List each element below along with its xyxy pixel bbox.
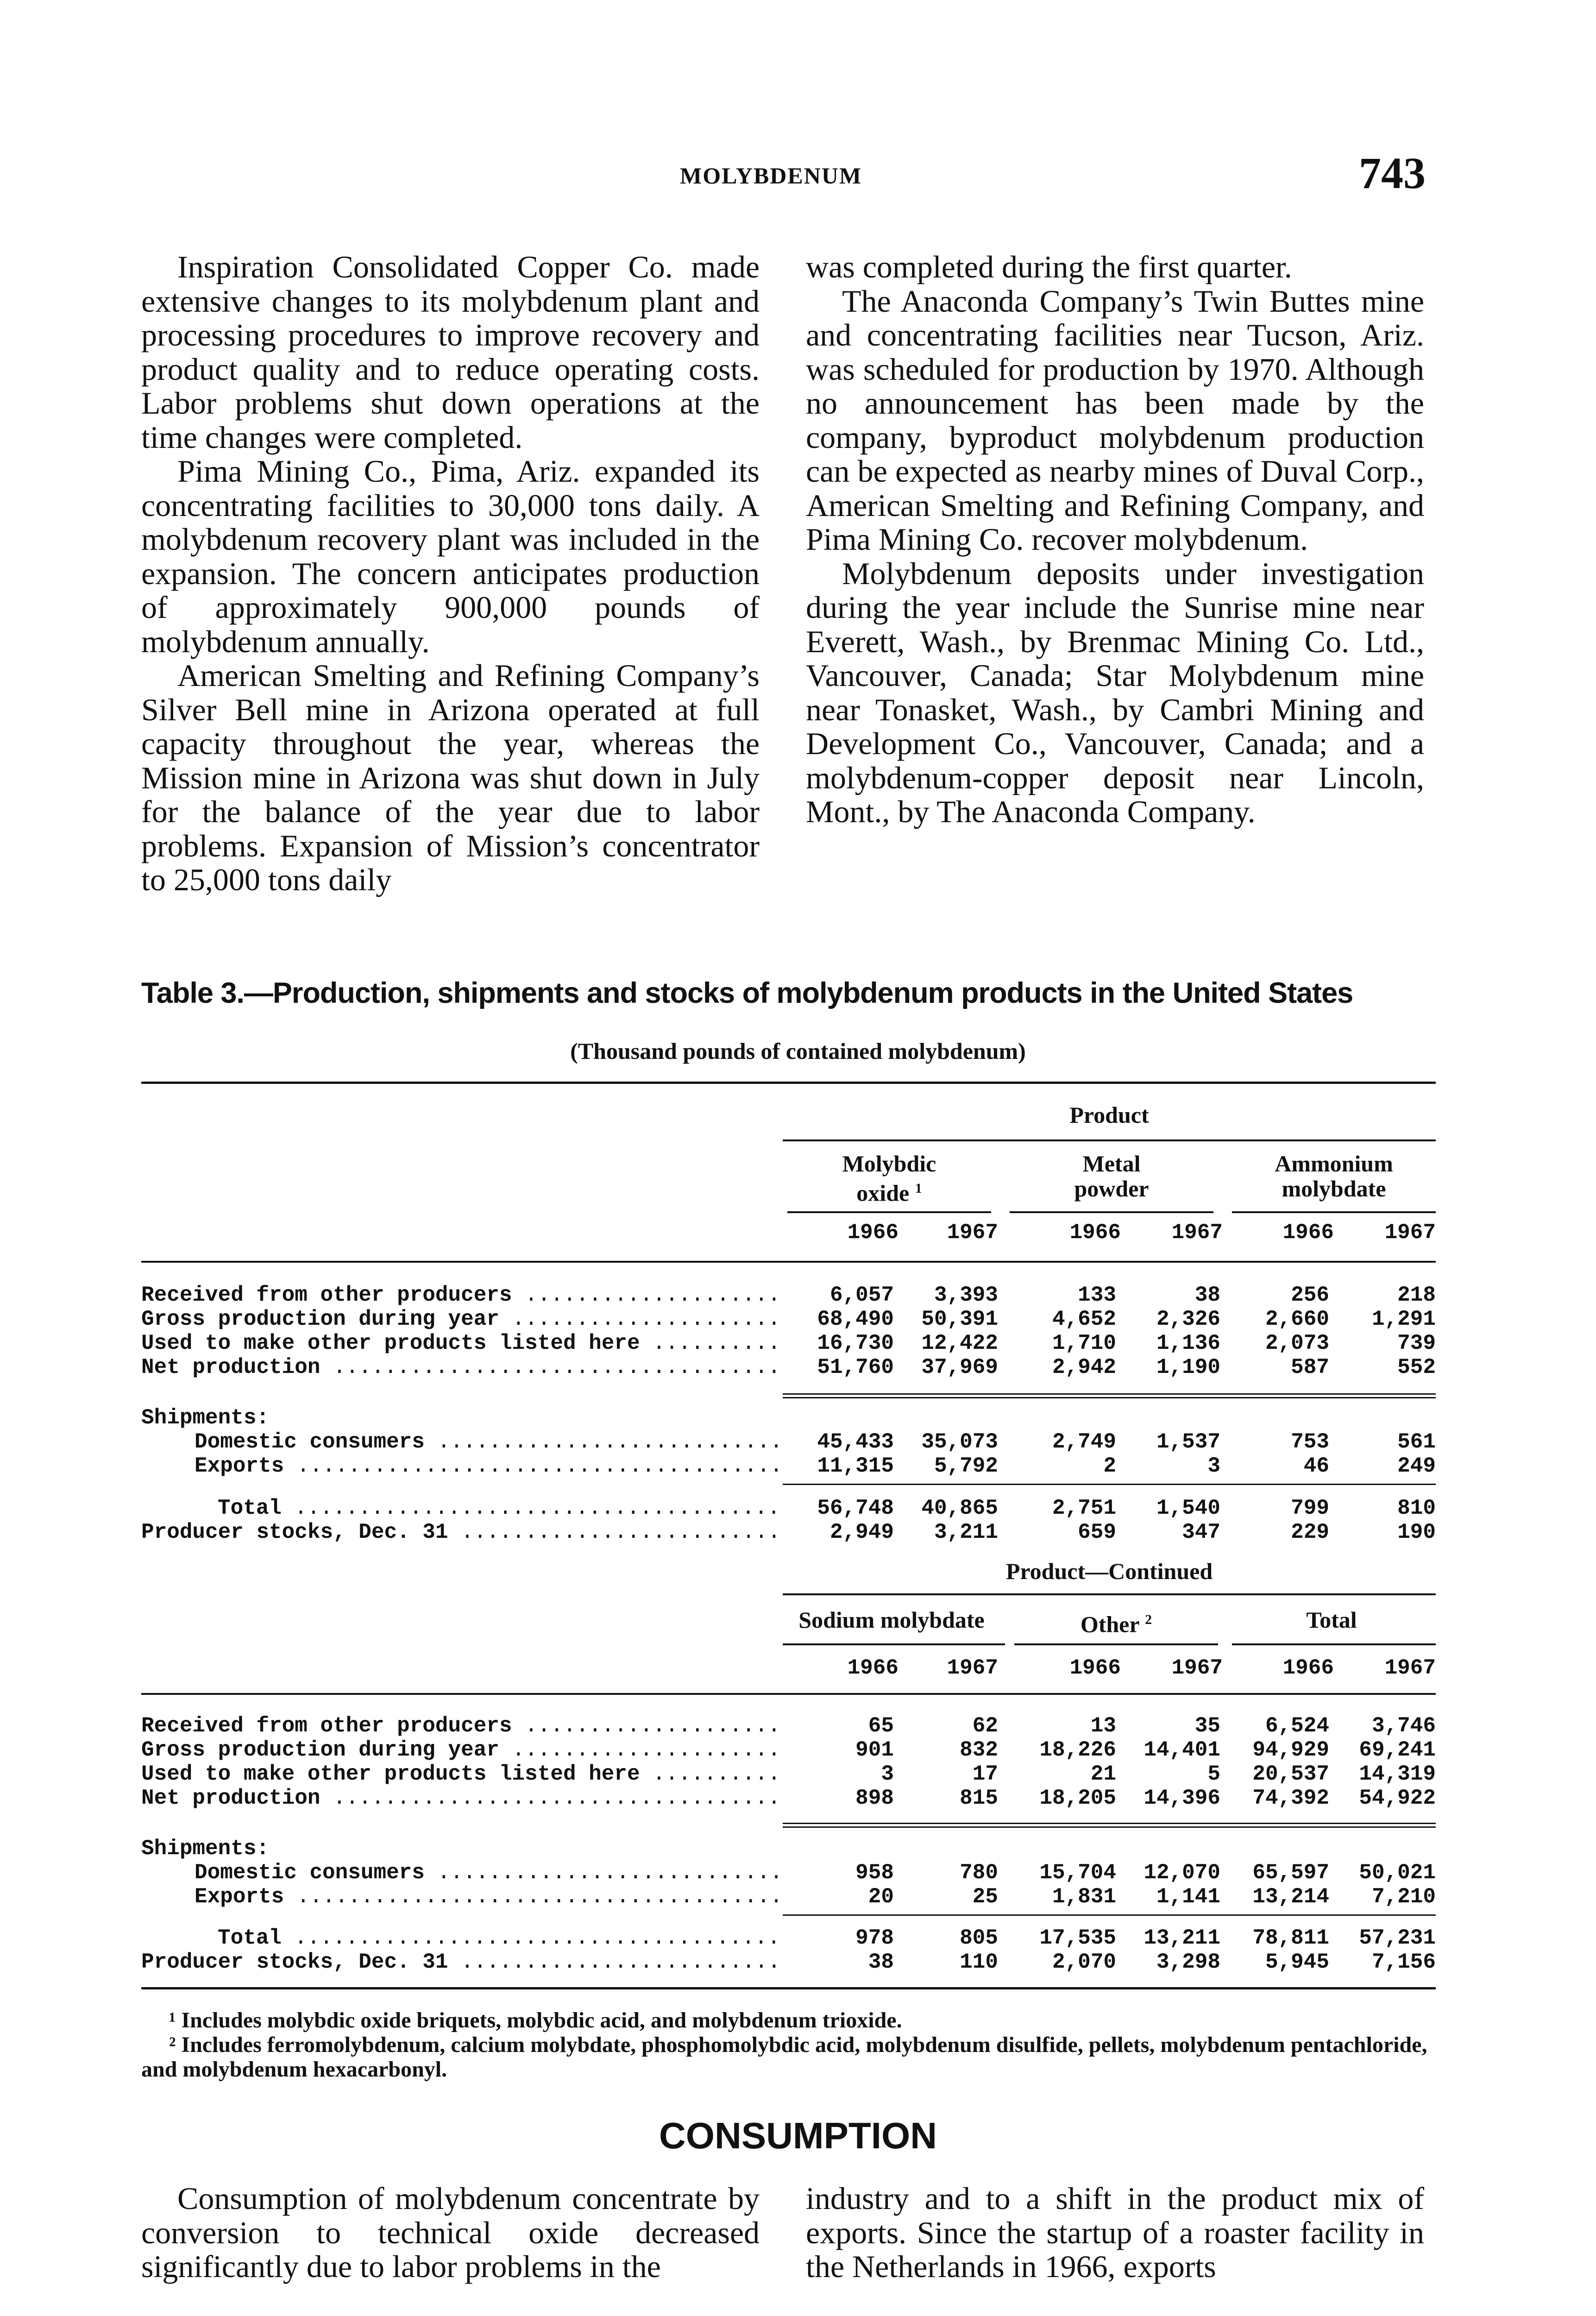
consumption-left-column xyxy=(141,2182,760,2284)
table-row: Gross production during year ..... 68,490 50,391 4,652 2,326 2,660 1,291 xyxy=(141,1307,1436,1331)
section-rule xyxy=(783,1914,1436,1916)
product-name: Molybdic xyxy=(842,1151,936,1177)
body-left-column xyxy=(141,250,760,897)
table-top-rule xyxy=(141,1082,1436,1084)
table-bottom-rule xyxy=(141,1987,1436,1989)
footnote: ² Includes ferromolybdenum, calcium molybdate, phosphomolybdic acid, molybdenum disulfide, pellets, molybdenum pentachloride, and molybdenum hexacarbonyl. xyxy=(141,2033,1427,2082)
header-rule xyxy=(1014,1643,1218,1645)
product-header-total: Total xyxy=(1306,1607,1357,1633)
product-name: Metal xyxy=(1082,1151,1141,1177)
table-caption: Table 3.—Production, shipments and stocks of molybdenum products in the United States xyxy=(141,977,1353,1009)
product-header-metal-powder xyxy=(1010,1151,1213,1201)
table-row: Received from other producers ..... 65 62 13 35 6,524 3,746 xyxy=(141,1714,1436,1738)
section-rule xyxy=(783,1484,1436,1485)
header-bottom-rule xyxy=(141,1261,1436,1263)
table-row: Received from other producers ..... 6,057 3,393 133 38 256 218 xyxy=(141,1283,1436,1307)
table-row: Used to make other products listed here ..... 16,730 12,422 1,710 1,136 2,073 739 xyxy=(141,1331,1436,1355)
table-row: Producer stocks, Dec. 31 ..... 38 110 2,070 3,298 5,945 7,156 xyxy=(141,1950,1436,1974)
header-rule xyxy=(1232,1643,1436,1645)
table-row: Gross production during year ..... 901 832 18,226 14,401 94,929 69,241 xyxy=(141,1738,1436,1762)
shipments-label: Shipments: xyxy=(141,1837,270,1861)
body-paragraph: industry and to a shift in the product mix of exports. Since the startup of a roaster facility in the Netherlands in 1966, exports xyxy=(806,2181,1424,2284)
product-name: molybdate xyxy=(1282,1176,1386,1202)
body-paragraph: was completed during the first quarter. xyxy=(806,249,1292,284)
header-rule xyxy=(1232,1211,1436,1213)
body-paragraph: Inspiration Consolidated Copper Co. made extensive changes to its molybdenum plant and processing procedures to improve recovery and product quality and to reduce operating costs. Labor problems shut down operations at the time changes were completed. xyxy=(141,249,760,455)
product-continued-header: Product—Continued xyxy=(1005,1558,1213,1584)
product-group-header: Product xyxy=(1069,1102,1149,1128)
product-name: powder xyxy=(1074,1176,1149,1202)
shipments-label: Shipments: xyxy=(141,1406,270,1430)
running-head: MOLYBDENUM xyxy=(680,163,862,189)
header-rule xyxy=(787,1211,991,1213)
table-footnotes xyxy=(141,2008,1436,2082)
table-row: Producer stocks, Dec. 31 ..... 2,949 3,211 659 347 229 190 xyxy=(141,1520,1436,1544)
product-header-molybdic-oxide xyxy=(787,1151,991,1206)
section-rule xyxy=(783,1397,1436,1398)
header-rule xyxy=(783,1139,1436,1141)
footnote: ¹ Includes molybdic oxide briquets, molybdic acid, and molybdenum trioxide. xyxy=(169,2008,902,2033)
body-paragraph: American Smelting and Refining Company’s Silver Bell mine in Arizona operated at full capacity throughout the year, whereas the Mission mine in Arizona was shut down in July for the balance of the year due to labor problems. Expansion of Mission’s concentrator to 25,000 tons daily xyxy=(141,658,760,897)
section-rule xyxy=(783,1826,1436,1828)
table-row: Exports ..... 20 25 1,831 1,141 13,214 7,210 xyxy=(141,1885,1436,1909)
product-header-other: Other $^2$ xyxy=(1080,1611,1152,1637)
page-number: 743 xyxy=(1359,148,1426,198)
product-header-ammonium-molybdate xyxy=(1232,1151,1436,1201)
table-units: (Thousand pounds of contained molybdenum) xyxy=(570,1038,1026,1064)
body-paragraph: Pima Mining Co., Pima, Ariz. expanded its concentrating facilities to 30,000 tons daily. A molybdenum recovery plant was included in the expansion. The concern anticipates production of approximately 900,000 pounds of molybdenum annually. xyxy=(141,453,760,659)
product-header-sodium-molybdate: Sodium molybdate xyxy=(798,1607,985,1633)
table-row: Net production ..... 898 815 18,205 14,396 74,392 54,922 xyxy=(141,1786,1436,1810)
section-rule xyxy=(783,1823,1436,1824)
section-heading: CONSUMPTION xyxy=(659,2115,937,2156)
table-row: Total ..... 978 805 17,535 13,211 78,811 57,231 xyxy=(141,1926,1436,1950)
table-row: Domestic consumers ..... 45,433 35,073 2,749 1,537 753 561 xyxy=(141,1430,1436,1454)
body-paragraph: Molybdenum deposits under investigation during the year include the Sunrise mine near Everett, Wash., by Brenmac Mining Co. Ltd., Vancouver, Canada; Star Molybdenum mine near Tonasket, Wash., by Cambri Mining and Development Co., Vancouver, Canada; and a molybdenum-copper deposit near Lincoln, Mont., by The Anaconda Company. xyxy=(806,555,1424,829)
header-rule xyxy=(783,1593,1436,1595)
table-row: Total ..... 56,748 40,865 2,751 1,540 799 810 xyxy=(141,1496,1436,1520)
table-row: Net production ..... 51,760 37,969 2,942 1,190 587 552 xyxy=(141,1355,1436,1379)
section-rule xyxy=(783,1393,1436,1395)
product-name: oxide $^1$ xyxy=(856,1180,922,1206)
header-bottom-rule xyxy=(141,1693,1436,1695)
body-right-column xyxy=(806,250,1424,829)
product-name: Ammonium xyxy=(1275,1151,1393,1177)
header-rule xyxy=(1010,1211,1213,1213)
header-rule xyxy=(783,1643,1005,1645)
body-paragraph: Consumption of molybdenum concentrate by conversion to technical oxide decreased significantly due to labor problems in the xyxy=(141,2181,760,2284)
consumption-right-column xyxy=(806,2182,1424,2284)
table-row: Domestic consumers ..... 958 780 15,704 12,070 65,597 50,021 xyxy=(141,1861,1436,1885)
table-row: Used to make other products listed here ..... 3 17 21 5 20,537 14,319 xyxy=(141,1762,1436,1786)
table-row: Exports ..... 11,315 5,792 2 3 46 249 xyxy=(141,1454,1436,1478)
year-header-row: 1966 1967 1966 1967 1966 1967 xyxy=(847,1221,1436,1245)
body-paragraph: The Anaconda Company’s Twin Buttes mine and concentrating facilities near Tucson, Ariz. was scheduled for production by 1970. Although no announcement has been made by the company, byproduct molybdenum production can be expected as nearby mines of Duval Corp., American Smelting and Refining Company, and Pima Mining Co. recover molybdenum. xyxy=(806,283,1424,557)
year-header-row: 1966 1967 1966 1967 1966 1967 xyxy=(847,1656,1436,1680)
